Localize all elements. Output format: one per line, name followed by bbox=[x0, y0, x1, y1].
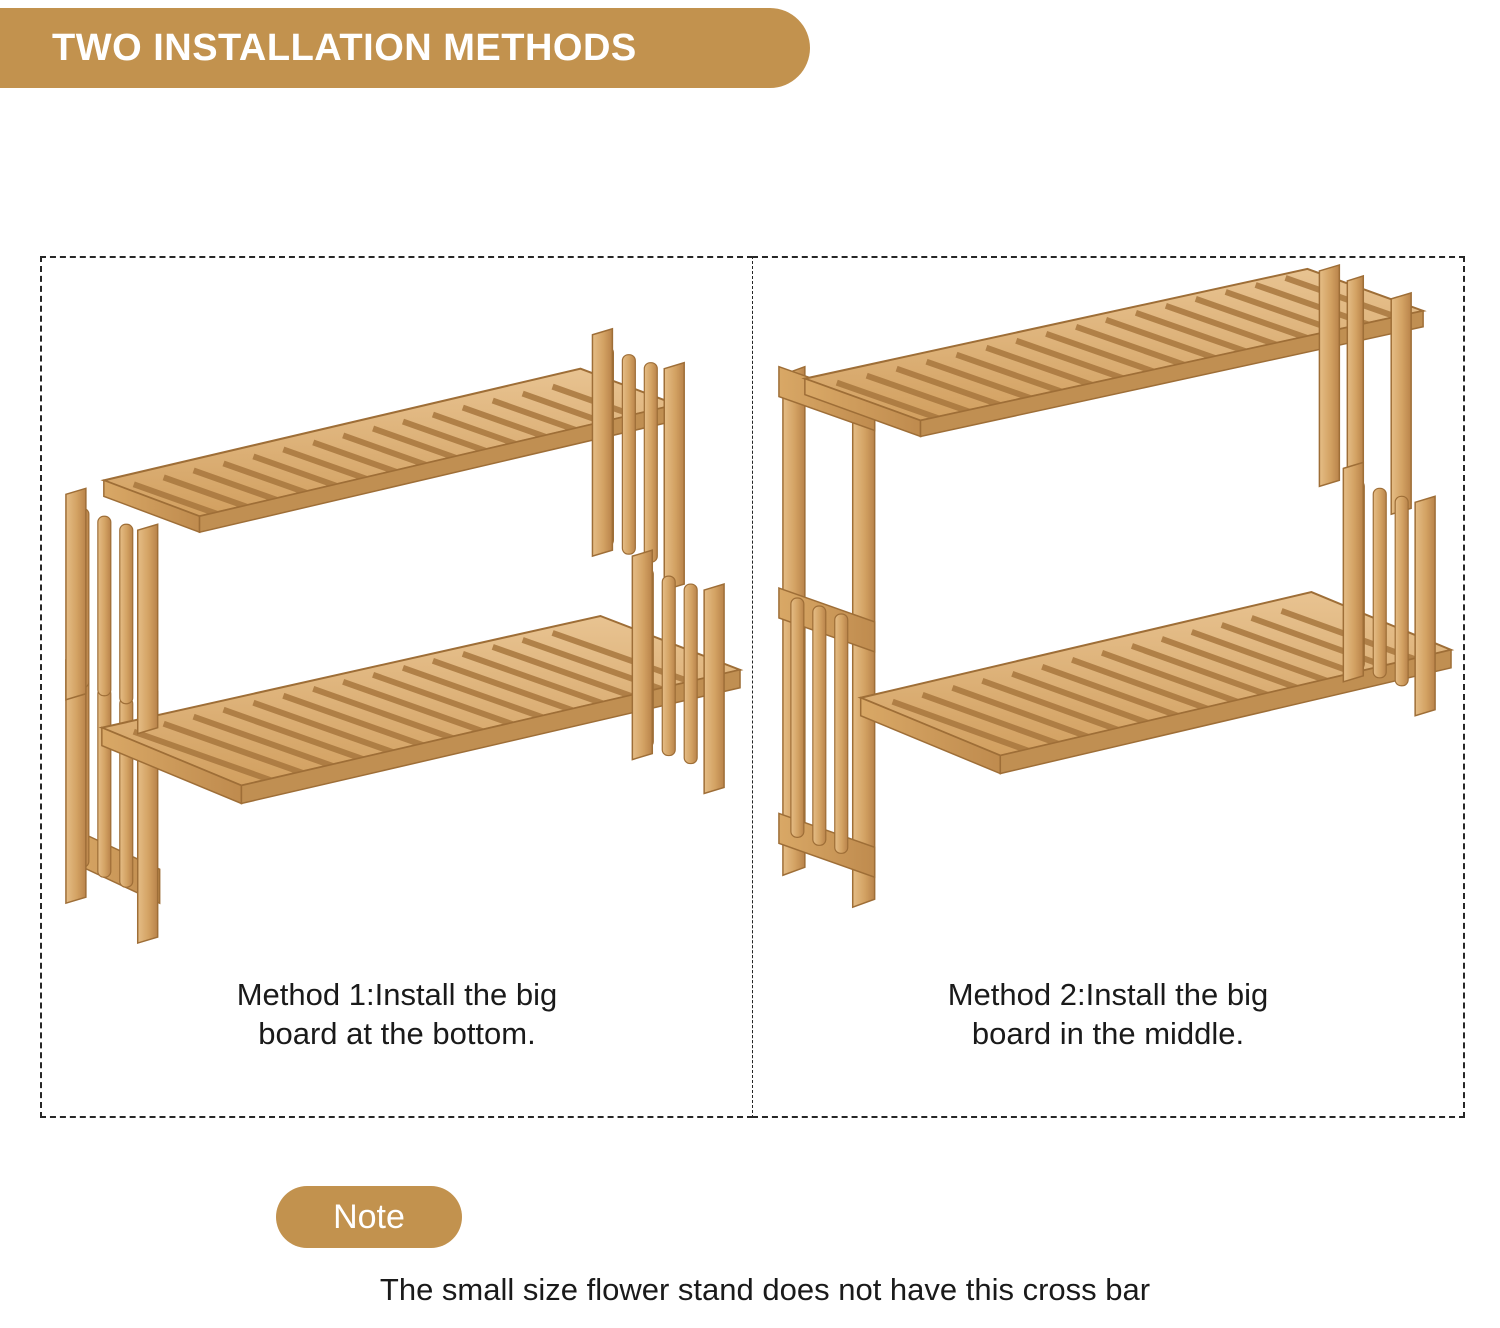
method-2-illustration bbox=[753, 258, 1463, 958]
note-text: The small size flower stand does not have this cross bar bbox=[379, 1272, 1151, 1307]
flower-stand-bottom-board-graphic bbox=[42, 258, 752, 958]
method-1-caption bbox=[42, 975, 752, 1054]
method-1-caption-line2: board at the bottom. bbox=[258, 1016, 536, 1052]
installation-methods-container bbox=[40, 256, 1465, 1118]
page-title: TWO INSTALLATION METHODS bbox=[52, 26, 637, 69]
method-2-panel bbox=[752, 256, 1465, 1118]
note-badge-label: Note bbox=[333, 1197, 405, 1236]
method-1-panel bbox=[40, 256, 753, 1118]
left-side-frame bbox=[779, 367, 875, 907]
header-banner bbox=[0, 8, 810, 88]
method-1-illustration bbox=[42, 258, 752, 958]
top-narrow-shelf bbox=[104, 369, 676, 533]
method-2-caption-line2: board in the middle. bbox=[971, 1016, 1245, 1052]
method-2-caption bbox=[753, 975, 1463, 1054]
upper-right-picket-panel bbox=[592, 329, 684, 590]
method-1-caption-line1: Method 1:Install the big bbox=[236, 976, 558, 1012]
note-badge bbox=[276, 1186, 462, 1248]
method-2-caption-line1: Method 2:Install the big bbox=[947, 976, 1269, 1012]
flower-stand-middle-board-graphic bbox=[753, 258, 1463, 958]
